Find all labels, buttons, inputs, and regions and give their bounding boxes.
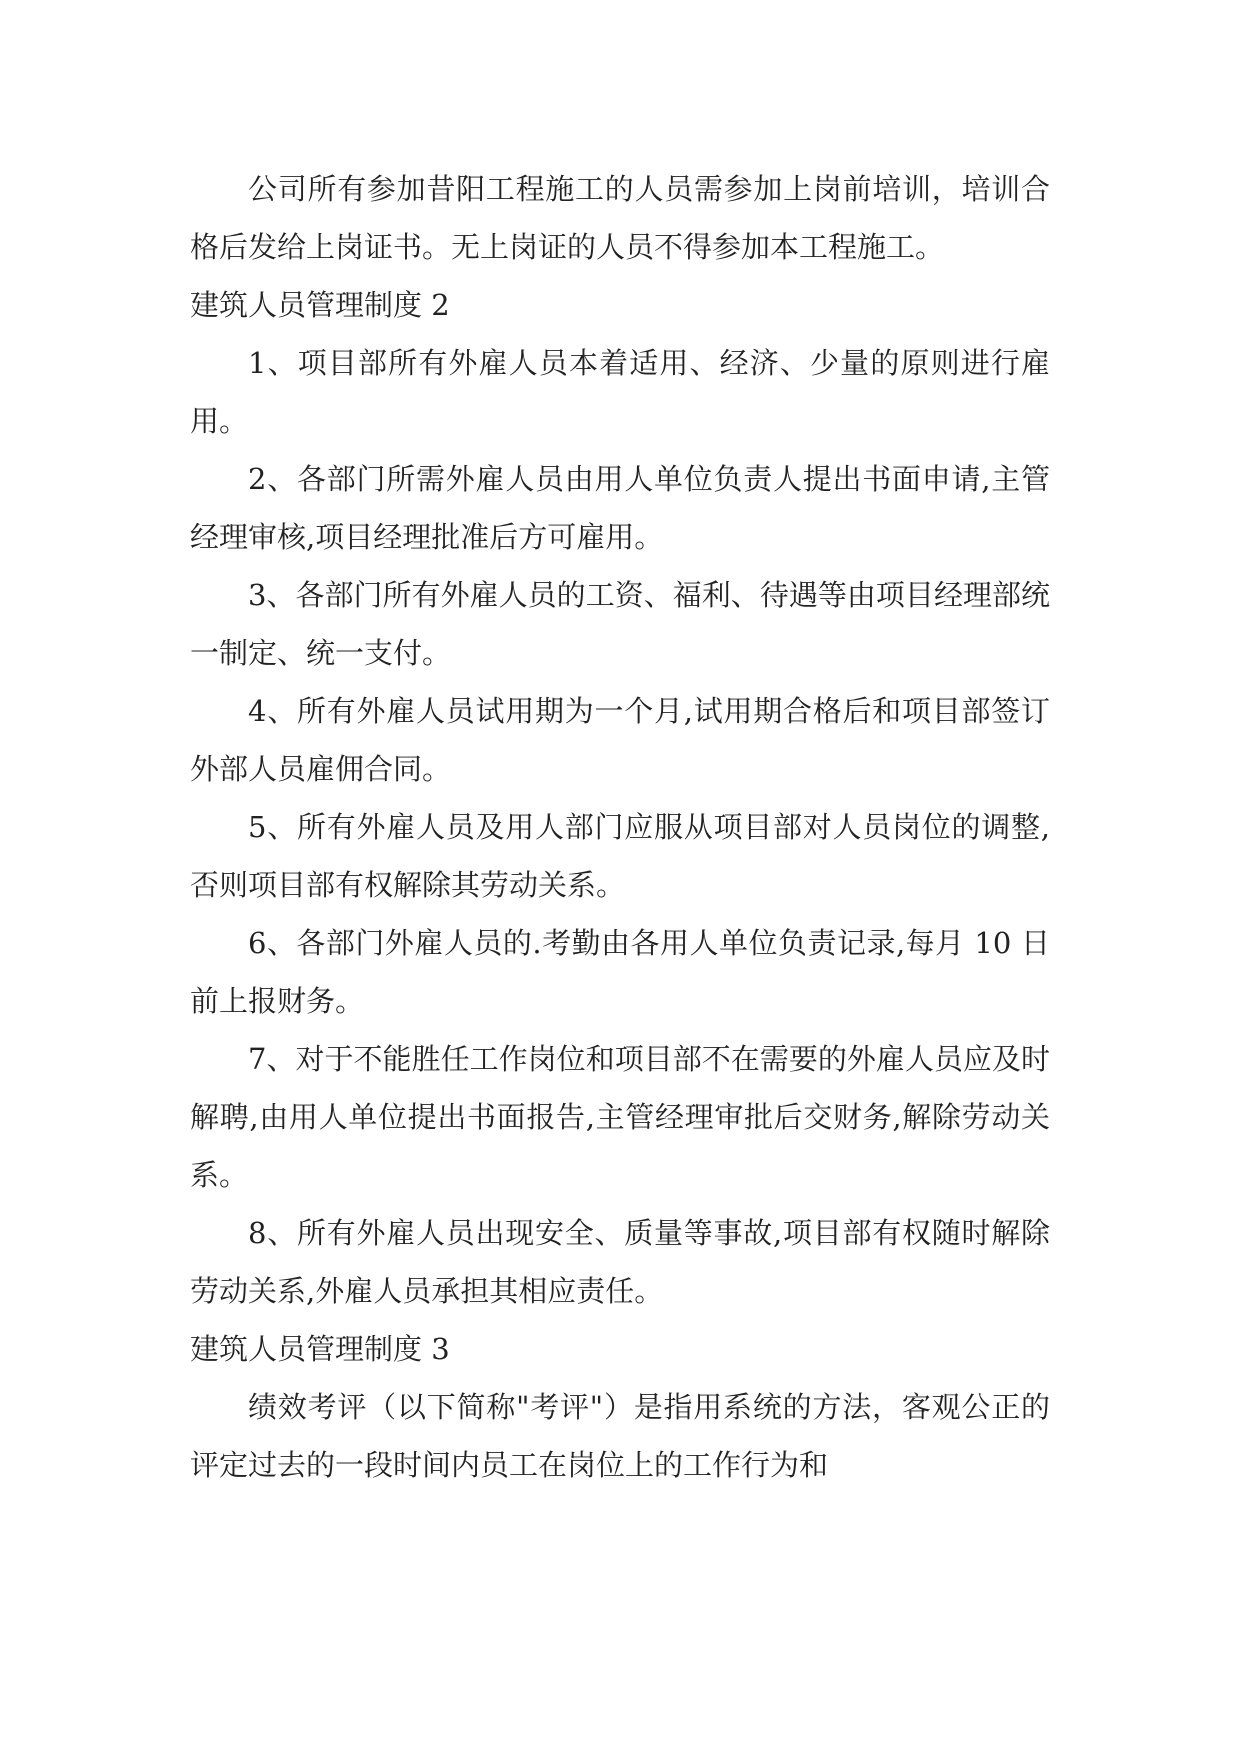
list-item: 3、各部门所有外雇人员的工资、福利、待遇等由项目经理部统一制定、统一支付。 <box>190 578 1050 670</box>
list-item: 4、所有外雇人员试用期为一个月,试用期合格后和项目部签订外部人员雇佣合同。 <box>190 694 1050 786</box>
document-body <box>190 160 1050 1494</box>
paragraph-performance: 绩效考评（以下简称"考评"）是指用系统的方法，客观公正的评定过去的一段时间内员工在岗位上的工作行为和 <box>190 1390 1050 1482</box>
paragraph-training: 公司所有参加昔阳工程施工的人员需参加上岗前培训，培训合格后发给上岗证书。无上岗证的人员不得参加本工程施工。 <box>190 172 1050 264</box>
list-item: 2、各部门所需外雇人员由用人单位负责人提出书面申请,主管经理审核,项目经理批准后方可雇用。 <box>190 462 1050 554</box>
list-item: 5、所有外雇人员及用人部门应服从项目部对人员岗位的调整,否则项目部有权解除其劳动关系。 <box>190 810 1050 902</box>
section-heading-3: 建筑人员管理制度 3 <box>190 1332 450 1366</box>
list-item: 1、项目部所有外雇人员本着适用、经济、少量的原则进行雇用。 <box>190 346 1050 438</box>
list-item: 8、所有外雇人员出现安全、质量等事故,项目部有权随时解除劳动关系,外雇人员承担其相应责任。 <box>190 1216 1050 1308</box>
list-item: 6、各部门外雇人员的.考勤由各用人单位负责记录,每月 10 日前上报财务。 <box>190 926 1050 1018</box>
list-item: 7、对于不能胜任工作岗位和项目部不在需要的外雇人员应及时解聘,由用人单位提出书面报告,主管经理审批后交财务,解除劳动关系。 <box>190 1042 1050 1192</box>
section-heading-2: 建筑人员管理制度 2 <box>190 288 450 322</box>
